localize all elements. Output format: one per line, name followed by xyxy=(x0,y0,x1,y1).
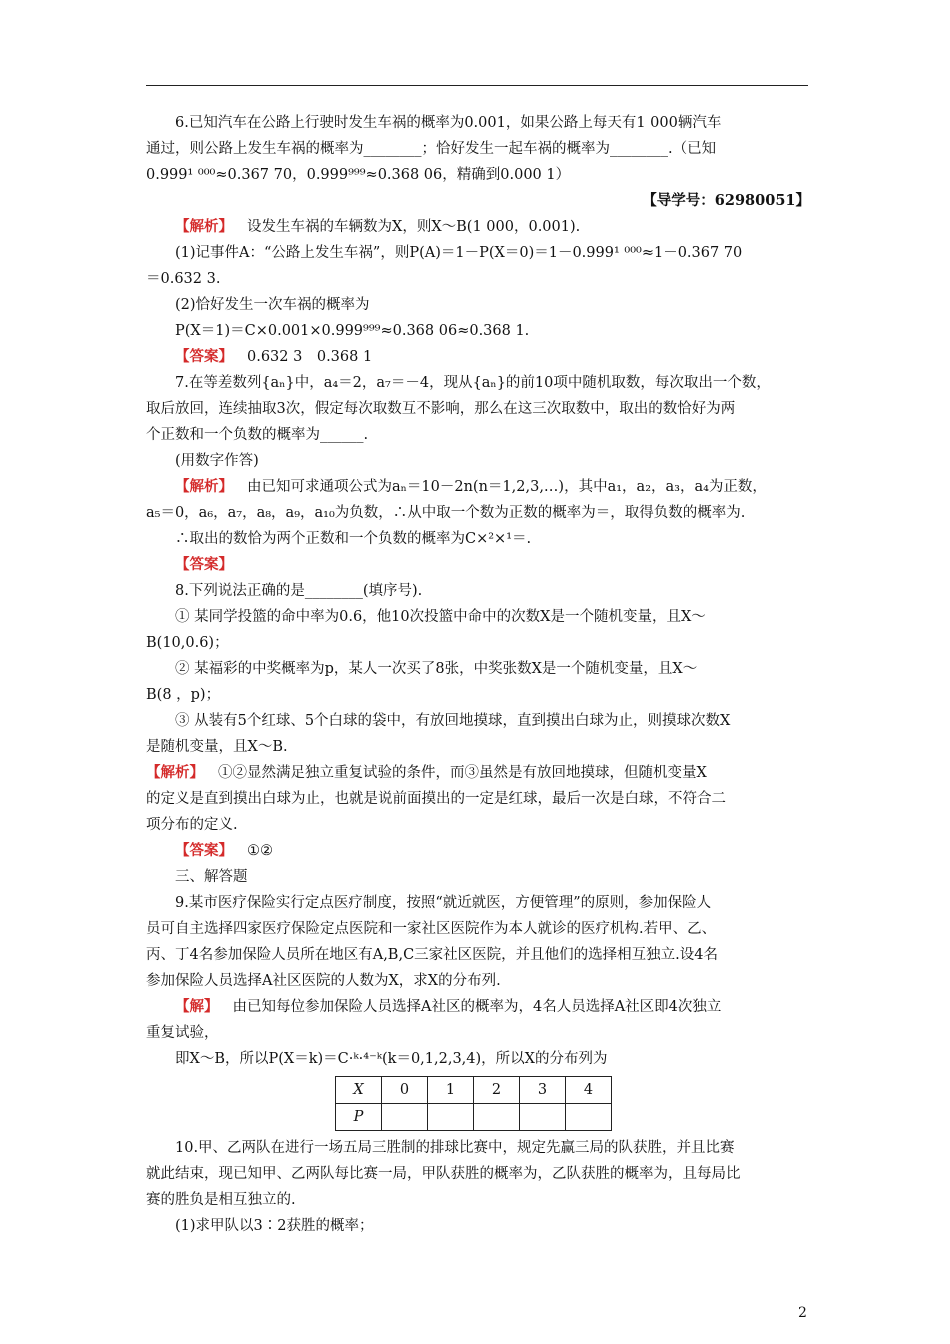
text-line xyxy=(146,136,810,162)
line-text: a₅＝0，a₆，a₇，a₈，a₉，a₁₀为负数，∴从中取一个数为正数的概率为＝，取得负数的概率为. xyxy=(146,505,746,521)
line-text: 员可自主选择四家医疗保险定点医院和一家社区医院作为本人就诊的医疗机构.若甲、乙、 xyxy=(146,921,717,937)
line-text: 丙、丁4名参加保险人员所在地区有A,B,C三家社区医院，并且他们的选择相互独立.设4名 xyxy=(146,947,718,963)
table-cell xyxy=(566,1104,612,1131)
line-text: ①② xyxy=(247,843,273,859)
text-line xyxy=(146,1046,810,1072)
text-line xyxy=(146,630,810,656)
line-text: 由已知每位参加保险人员选择A社区的概率为，4名人员选择A社区即4次独立 xyxy=(232,999,722,1015)
line-text: 的定义是直到摸出白球为止，也就是说前面摸出的一定是红球，最后一次是白球，不符合二 xyxy=(146,791,726,807)
text-line xyxy=(146,344,810,370)
line-text: 【导学号：62980051】 xyxy=(642,192,810,209)
table-cell: X xyxy=(336,1077,382,1104)
line-text: B(8 ，p)； xyxy=(146,687,221,703)
table-cell: 3 xyxy=(520,1077,566,1104)
line-text: 0.999¹ ⁰⁰⁰≈0.367 70，0.999⁹⁹⁹≈0.368 06，精确到0.000 1） xyxy=(146,167,571,183)
text-line xyxy=(146,916,810,942)
line-text: 赛的胜负是相互独立的. xyxy=(146,1192,296,1208)
text-line xyxy=(146,266,810,292)
text-line xyxy=(146,500,810,526)
line-text: (1)求甲队以3∶2获胜的概率； xyxy=(175,1218,374,1234)
line-text: 0.632 3 0.368 1 xyxy=(247,349,373,365)
line-text: 三、解答题 xyxy=(175,869,248,885)
text-line xyxy=(146,838,810,864)
line-text: 参加保险人员选择A社区医院的人数为X，求X的分布列. xyxy=(146,973,501,989)
table-cell: P xyxy=(336,1104,382,1131)
line-text: 重复试验， xyxy=(146,1025,219,1041)
text-line xyxy=(146,552,810,578)
section-tag: 【答案】 xyxy=(175,556,233,573)
text-line xyxy=(146,604,810,630)
text-line xyxy=(146,1135,810,1161)
section-tag: 【答案】 xyxy=(175,842,233,859)
text-line xyxy=(146,578,810,604)
text-line xyxy=(146,1213,810,1239)
text-line xyxy=(146,890,810,916)
table-cell xyxy=(474,1104,520,1131)
distribution-table xyxy=(335,1076,612,1131)
text-line xyxy=(146,318,810,344)
line-text: 是随机变量，且X～B. xyxy=(146,739,288,755)
line-text: 7.在等差数列{aₙ}中，a₄＝2，a₇＝－4，现从{aₙ}的前10项中随机取数，每次取出一个数， xyxy=(175,375,771,391)
text-line xyxy=(146,682,810,708)
text-line xyxy=(146,656,810,682)
line-text: 项分布的定义. xyxy=(146,817,238,833)
line-text: 个正数和一个负数的概率为______. xyxy=(146,427,369,443)
text-line xyxy=(146,110,810,136)
section-tag: 【解析】 xyxy=(175,218,233,235)
table-cell xyxy=(520,1104,566,1131)
line-text: P(X＝1)＝C×0.001×0.999⁹⁹⁹≈0.368 06≈0.368 1. xyxy=(175,323,530,339)
line-text: (1)记事件A：“公路上发生车祸”，则P(A)＝1－P(X＝0)＝1－0.999¹ ⁰⁰⁰≈1－0.367 70 xyxy=(175,245,743,261)
text-line xyxy=(146,968,810,994)
text-line xyxy=(146,864,810,890)
line-text: 由已知可求通项公式为aₙ＝10－2n(n＝1,2,3,…)，其中a₁，a₂，a₃，a₄为正数， xyxy=(247,479,767,495)
text-line xyxy=(146,448,810,474)
line-text: ∴取出的数恰为两个正数和一个负数的概率为C×²×¹＝. xyxy=(175,531,532,547)
table-cell: 2 xyxy=(474,1077,520,1104)
line-text: 取后放回，连续抽取3次，假定每次取数互不影响，那么在这三次取数中，取出的数恰好为两 xyxy=(146,401,736,417)
section-tag: 【解】 xyxy=(175,998,219,1015)
line-text: 8.下列说法正确的是________(填序号). xyxy=(175,583,423,599)
text-line xyxy=(146,396,810,422)
line-text: ① 某同学投篮的命中率为0.6，他10次投篮中命中的次数X是一个随机变量，且X～ xyxy=(175,609,706,625)
text-line xyxy=(146,526,810,552)
table-cell: 1 xyxy=(428,1077,474,1104)
table-row xyxy=(336,1077,612,1104)
text-line xyxy=(146,708,810,734)
table-row xyxy=(336,1104,612,1131)
page-number: 2 xyxy=(798,1305,807,1321)
table-cell: 4 xyxy=(566,1077,612,1104)
line-text: 即X～B，所以P(X＝k)＝C·ᵏ·⁴⁻ᵏ(k＝0,1,2,3,4)，所以X的分布列为 xyxy=(175,1051,608,1067)
table-cell: 0 xyxy=(382,1077,428,1104)
section-tag: 【答案】 xyxy=(175,348,233,365)
text-line xyxy=(146,1020,810,1046)
text-line xyxy=(146,188,810,214)
section-tag: 【解析】 xyxy=(146,764,204,781)
text-line xyxy=(146,786,810,812)
line-text: 6.已知汽车在公路上行驶时发生车祸的概率为0.001，如果公路上每天有1 000辆汽车 xyxy=(175,115,722,131)
line-text: B(10,0.6)； xyxy=(146,635,229,651)
text-block-before-table xyxy=(146,110,810,1072)
document-body xyxy=(146,110,810,1239)
line-text: 设发生车祸的车辆数为X，则X～B(1 000，0.001). xyxy=(247,219,581,235)
line-text: 9.某市医疗保险实行定点医疗制度，按照“就近就医，方便管理”的原则，参加保险人 xyxy=(175,895,712,911)
text-line xyxy=(146,474,810,500)
text-line xyxy=(146,240,810,266)
text-line xyxy=(146,942,810,968)
text-line xyxy=(146,1187,810,1213)
text-block-after-table xyxy=(146,1135,810,1239)
table-cell xyxy=(428,1104,474,1131)
text-line xyxy=(146,422,810,448)
line-text: ③ 从装有5个红球、5个白球的袋中，有放回地摸球，直到摸出白球为止，则摸球次数X xyxy=(175,713,731,729)
text-line xyxy=(146,1161,810,1187)
line-text: 通过，则公路上发生车祸的概率为________；恰好发生一起车祸的概率为________.（已知 xyxy=(146,141,717,157)
text-line xyxy=(146,162,810,188)
line-text: ＝0.632 3. xyxy=(146,271,221,287)
line-text: 10.甲、乙两队在进行一场五局三胜制的排球比赛中，规定先赢三局的队获胜，并且比赛 xyxy=(175,1140,735,1156)
line-text: ② 某福彩的中奖概率为p，某人一次买了8张，中奖张数X是一个随机变量，且X～ xyxy=(175,661,698,677)
text-line xyxy=(146,994,810,1020)
line-text: (2)恰好发生一次车祸的概率为 xyxy=(175,297,370,313)
line-text: 就此结束，现已知甲、乙两队每比赛一局，甲队获胜的概率为，乙队获胜的概率为，且每局比 xyxy=(146,1166,741,1182)
line-text: (用数字作答) xyxy=(175,453,259,469)
text-line xyxy=(146,292,810,318)
text-line xyxy=(146,214,810,240)
text-line xyxy=(146,370,810,396)
section-tag: 【解析】 xyxy=(175,478,233,495)
line-text: ①②显然满足独立重复试验的条件，而③虽然是有放回地摸球，但随机变量X xyxy=(218,765,707,781)
text-line xyxy=(146,760,810,786)
text-line xyxy=(146,812,810,838)
table-cell xyxy=(382,1104,428,1131)
header-rule xyxy=(146,85,808,86)
text-line xyxy=(146,734,810,760)
